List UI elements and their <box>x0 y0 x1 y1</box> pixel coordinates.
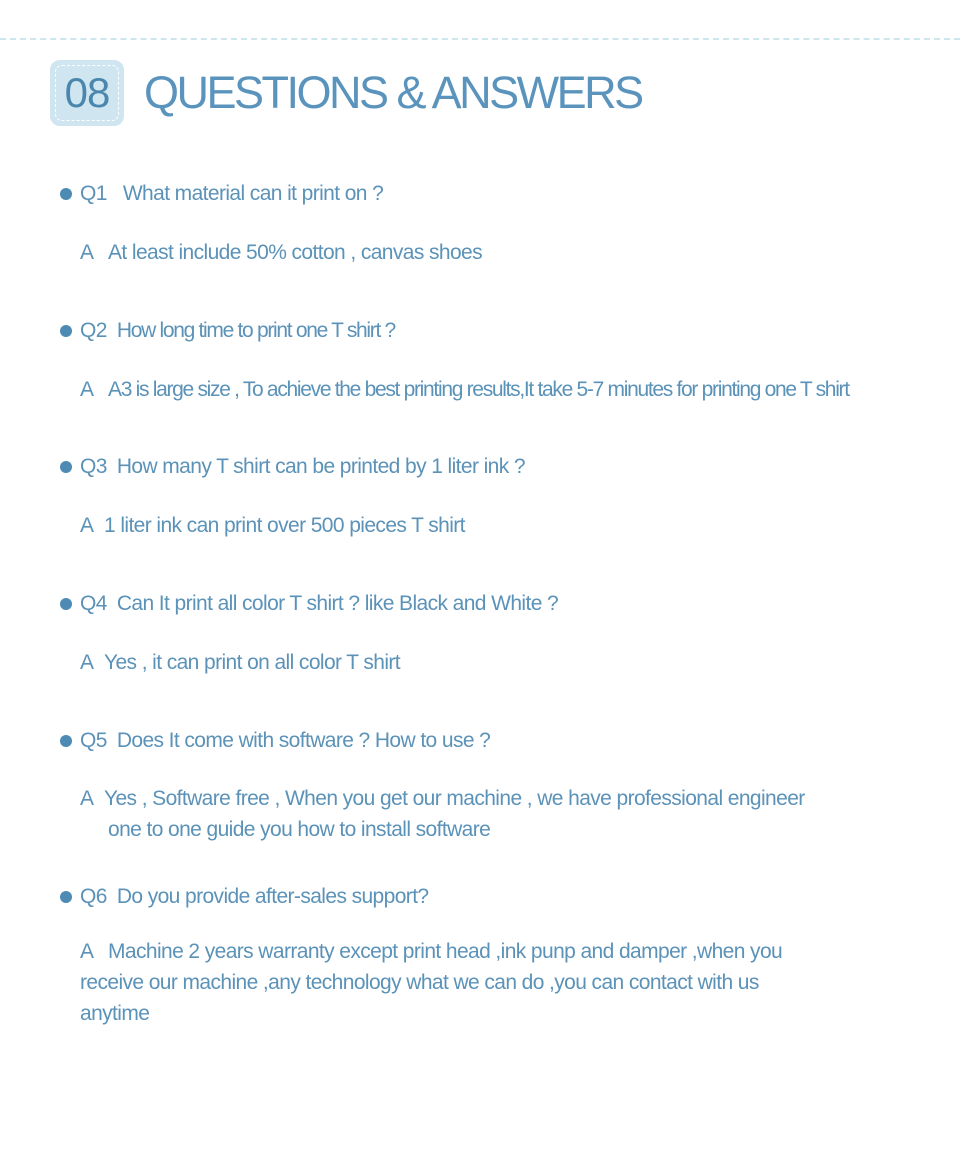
answer-text: A3 is large size , To achieve the best printing results,It take 5-7 minutes for printing one T shirt <box>108 378 849 401</box>
question-text: Can It print all color T shirt ? like Black and White ? <box>116 592 559 615</box>
qa-item-3 <box>60 453 940 541</box>
answer-text: At least include 50% cotton , canvas shoes <box>108 241 483 264</box>
answer-row <box>80 510 940 541</box>
question <box>60 727 940 755</box>
answer-text-line-2: receive our machine ,any technology what we can do ,you can contact with us <box>80 971 759 994</box>
answer-row <box>80 936 940 967</box>
question-label: Q6 <box>80 885 107 908</box>
question-label: Q2 <box>80 319 107 342</box>
qa-item-4 <box>60 590 940 678</box>
question <box>60 883 940 911</box>
answer-text: Yes , it can print on all color T shirt <box>104 651 401 674</box>
bullet-dot-icon <box>60 598 72 610</box>
answer-text: Machine 2 years warranty except print head ,ink punp and damper ,when you <box>108 940 783 963</box>
answer <box>80 374 940 405</box>
answer-label: A <box>80 378 94 401</box>
answer-text-continued: one to one guide you how to install software <box>108 818 491 841</box>
answer-label: A <box>80 940 94 963</box>
question-text: Do you provide after-sales support? <box>116 885 429 908</box>
answer-label: A <box>80 241 94 264</box>
answer <box>80 647 940 678</box>
question <box>60 590 940 618</box>
section-header <box>50 60 642 126</box>
question-text: How long time to print one T shirt ? <box>116 319 395 342</box>
bullet-dot-icon <box>60 325 72 337</box>
answer <box>80 936 940 1029</box>
qa-item-1 <box>60 180 940 268</box>
question-label: Q1 <box>80 182 107 205</box>
bullet-dot-icon <box>60 735 72 747</box>
answer-row <box>80 783 940 814</box>
answer-row <box>80 237 940 268</box>
question-text: Does It come with software ? How to use ? <box>116 729 491 752</box>
question-label: Q3 <box>80 455 107 478</box>
answer <box>80 237 940 268</box>
bullet-dot-icon <box>60 461 72 473</box>
question <box>60 180 940 208</box>
section-number-badge <box>50 60 124 126</box>
qa-item-6 <box>60 883 940 1029</box>
answer-label: A <box>80 514 94 537</box>
answer-row <box>80 374 940 405</box>
answer-label: A <box>80 651 94 674</box>
answer-row <box>80 647 940 678</box>
top-dashed-divider <box>0 38 960 40</box>
question-label: Q5 <box>80 729 107 752</box>
answer-text-line-3: anytime <box>80 1002 150 1025</box>
bullet-dot-icon <box>60 891 72 903</box>
answer <box>80 510 940 541</box>
section-title: QUESTIONS & ANSWERS <box>144 67 642 118</box>
question-text: How many T shirt can be printed by 1 liter ink ? <box>116 455 525 478</box>
answer-label: A <box>80 787 94 810</box>
question <box>60 317 940 345</box>
answer <box>80 783 940 845</box>
qa-item-5 <box>60 727 940 845</box>
section-number: 08 <box>64 69 110 116</box>
qa-item-2 <box>60 317 940 405</box>
question-text: What material can it print on ? <box>122 182 384 205</box>
question <box>60 453 940 481</box>
bullet-dot-icon <box>60 188 72 200</box>
answer-text: 1 liter ink can print over 500 pieces T shirt <box>104 514 465 537</box>
answer-text: Yes , Software free , When you get our machine , we have professional engineer <box>104 787 805 810</box>
question-label: Q4 <box>80 592 107 615</box>
